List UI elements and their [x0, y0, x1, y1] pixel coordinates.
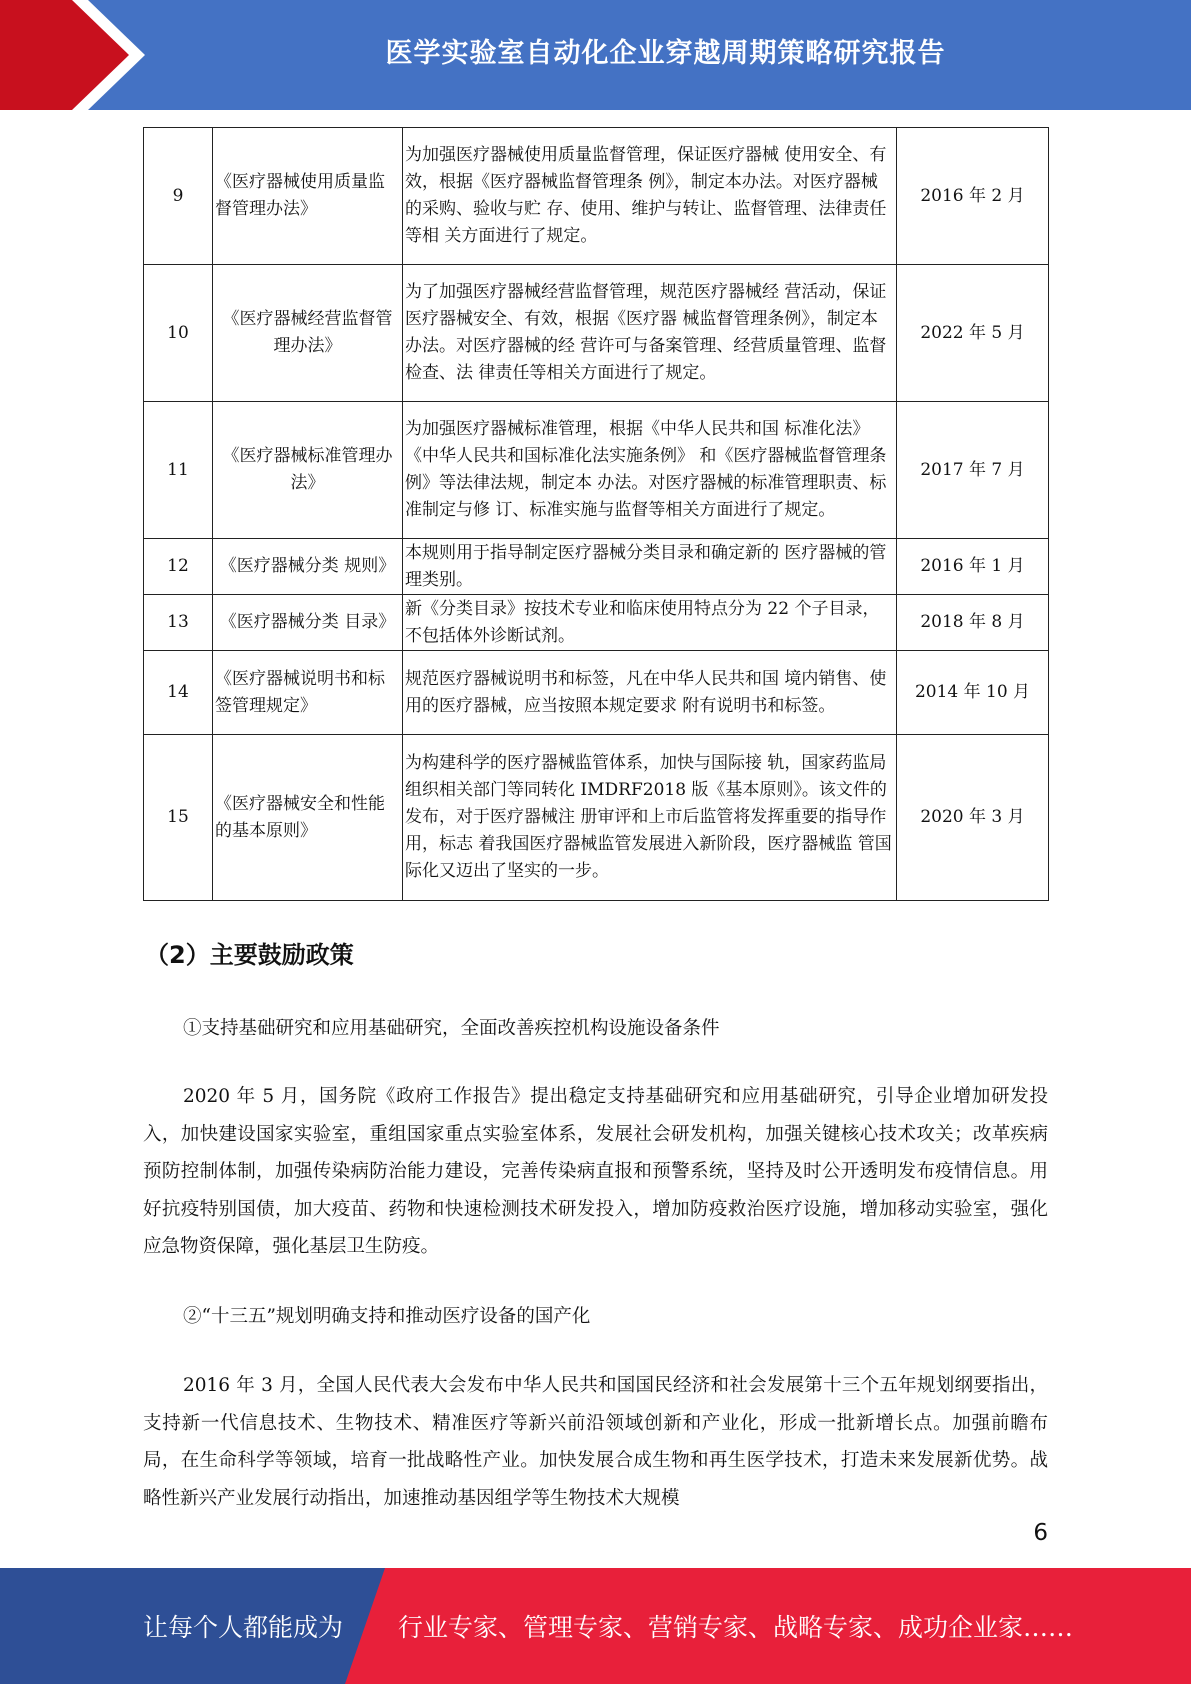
page-header — [0, 0, 1191, 110]
report-title: 医学实验室自动化企业穿越周期策略研究报告 — [385, 37, 946, 69]
regulation-description: 本规则用于指导制定医疗器械分类目录和确定新的 医疗器械的管理类别。 — [403, 539, 897, 595]
table-row — [144, 651, 1049, 735]
regulation-description: 新《分类目录》按技术专业和临床使用特点分为 22 个子目录，不包括体外诊断试剂。 — [403, 595, 897, 651]
section-heading: （2）主要鼓励政策 — [145, 941, 354, 969]
policy-paragraph-2: 2016 年 3 月，全国人民代表大会发布中华人民共和国国民经济和社会发展第十三个五年规划纲要指出，支持新一代信息技术、生物技术、精准医疗等新兴前沿领域创新和产业化，形成一批新增长点。加强前瞻布局，在生命科学等领域，培育一批战略性产业。加快发展合成生物和再生医学技术，打造未来发展新优势。战略性新兴产业发展行动指出，加速推动基因组学等生物技术大规模 — [143, 1375, 1048, 1509]
regulation-name: 《医疗器械分类 目录》 — [213, 595, 403, 651]
row-number: 12 — [144, 539, 213, 595]
regulation-name: 《医疗器械使用质量监督管理办法》 — [213, 128, 403, 265]
page-footer — [0, 1568, 1191, 1684]
row-number: 11 — [144, 402, 213, 539]
regulations-table — [143, 127, 1049, 901]
regulation-description: 为了加强医疗器械经营监督管理，规范医疗器械经 营活动，保证医疗器械安全、有效，根据《医疗器 械监督管理条例》，制定本办法。对医疗器械的经 营许可与备案管理、经营质量管理、监督检查、法 律责任等相关方面进行了规定。 — [403, 265, 897, 402]
row-number: 10 — [144, 265, 213, 402]
row-number: 14 — [144, 651, 213, 735]
table-row — [144, 128, 1049, 265]
table-row — [144, 402, 1049, 539]
table-row — [144, 595, 1049, 651]
regulation-description: 为加强医疗器械使用质量监督管理，保证医疗器械 使用安全、有效，根据《医疗器械监督管理条 例》，制定本办法。对医疗器械的采购、验收与贮 存、使用、维护与转让、监督管理、法律责任等相 关方面进行了规定。 — [403, 128, 897, 265]
policy-subheading-1: ①支持基础研究和应用基础研究，全面改善疾控机构设施设备条件 — [183, 1018, 720, 1039]
issue-date: 2014 年 10 月 — [897, 651, 1049, 735]
table-row — [144, 265, 1049, 402]
policy-paragraph-1: 2020 年 5 月，国务院《政府工作报告》提出稳定支持基础研究和应用基础研究，引导企业增加研发投入，加快建设国家实验室，重组国家重点实验室体系，发展社会研发机构，加强关键核心技术攻关；改革疾病预防控制体制，加强传染病防治能力建设，完善传染病直报和预警系统，坚持及时公开透明发布疫情信息。用好抗疫特别国债，加大疫苗、药物和快速检测技术研发投入，增加防疫救治医疗设施，增加移动实验室，强化应急物资保障，强化基层卫生防疫。 — [143, 1086, 1048, 1257]
table-row — [144, 735, 1049, 901]
issue-date: 2022 年 5 月 — [897, 265, 1049, 402]
regulation-name: 《医疗器械标准管理办法》 — [213, 402, 403, 539]
issue-date: 2016 年 2 月 — [897, 128, 1049, 265]
regulation-name: 《医疗器械安全和性能的基本原则》 — [213, 735, 403, 901]
policy-subheading-2: ②“十三五”规划明确支持和推动医疗设备的国产化 — [183, 1306, 591, 1327]
regulation-name: 《医疗器械经营监督管理办法》 — [213, 265, 403, 402]
issue-date: 2018 年 8 月 — [897, 595, 1049, 651]
row-number: 13 — [144, 595, 213, 651]
issue-date: 2017 年 7 月 — [897, 402, 1049, 539]
footer-slogan-left: 让每个人都能成为 — [143, 1613, 344, 1642]
page-number: 6 — [1033, 1520, 1048, 1546]
row-number: 15 — [144, 735, 213, 901]
regulation-name: 《医疗器械分类 规则》 — [213, 539, 403, 595]
issue-date: 2020 年 3 月 — [897, 735, 1049, 901]
regulation-description: 为加强医疗器械标准管理，根据《中华人民共和国 标准化法》《中华人民共和国标准化法实施条例》 和《医疗器械监督管理条例》等法律法规，制定本 办法。对医疗器械的标准管理职责、标准制定与修 订、标准实施与监督等相关方面进行了规定。 — [403, 402, 897, 539]
regulation-name: 《医疗器械说明书和标签管理规定》 — [213, 651, 403, 735]
row-number: 9 — [144, 128, 213, 265]
regulation-description: 为构建科学的医疗器械监管体系，加快与国际接 轨，国家药监局组织相关部门等同转化 IMDRF2018 版《基本原则》。该文件的发布，对于医疗器械注 册审评和上市后监管将发挥重要的指导作用，标志 着我国医疗器械监管发展进入新阶段，医疗器械监 管国际化又迈出了坚实的一步。 — [403, 735, 897, 901]
issue-date: 2016 年 1 月 — [897, 539, 1049, 595]
table-row — [144, 539, 1049, 595]
footer-slogan-right: 行业专家、管理专家、营销专家、战略专家、成功企业家…… — [398, 1613, 1074, 1642]
regulation-description: 规范医疗器械说明书和标签，凡在中华人民共和国 境内销售、使用的医疗器械，应当按照本规定要求 附有说明书和标签。 — [403, 651, 897, 735]
